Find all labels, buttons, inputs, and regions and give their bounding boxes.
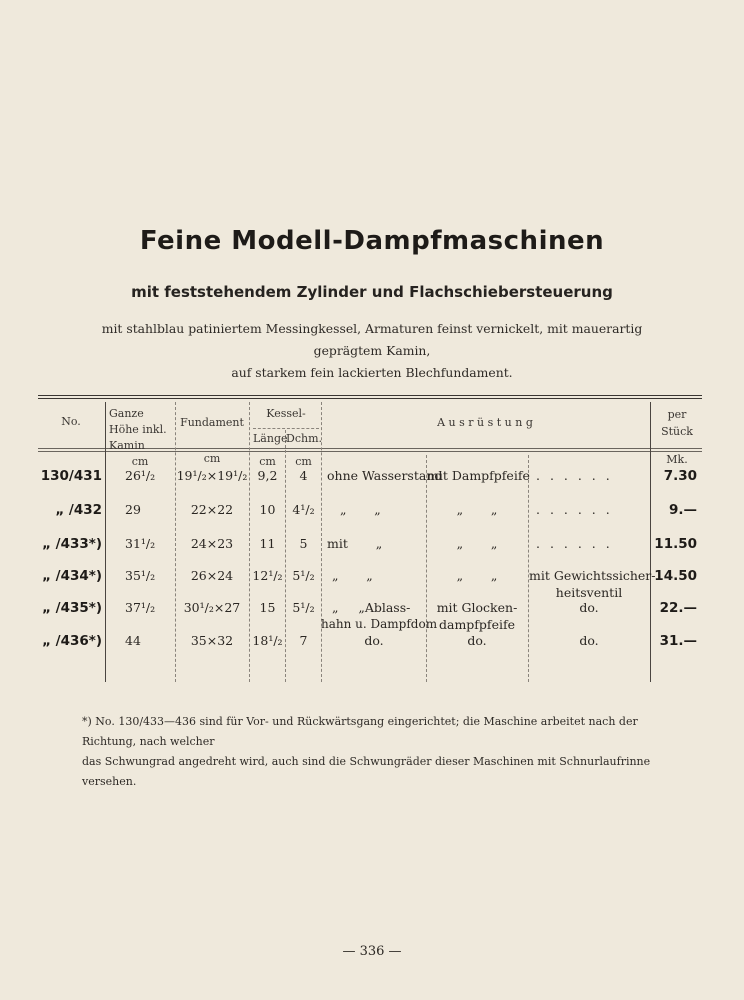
row-preis: 11.50 [654, 536, 697, 552]
table-top-rule-2 [38, 398, 702, 399]
row-ausruestung-1: „ „Ablass- [332, 600, 411, 615]
row-ausruestung-2: „ „ [456, 536, 498, 551]
col-divider-1 [105, 402, 106, 682]
footnote-line-1: *) No. 130/433—436 sind für Vor- und Rückwärtsgang eingerichtet; die Maschine arbeitet nach der Richtung, nach welcher [82, 715, 638, 748]
row-no: „ /432 [55, 502, 102, 518]
row-fundament: 22×22 [190, 502, 234, 517]
header-kessel: Kessel- [266, 407, 306, 420]
table-top-rule [38, 395, 702, 396]
row-ausruestung-1: ohne Wasserstand [327, 468, 443, 483]
kessel-sub-rule [253, 428, 319, 429]
row-ausruestung-2: mit Glocken- [436, 600, 518, 615]
page-subtitle: mit feststehendem Zylinder und Flachschiebersteuerung [131, 283, 613, 301]
unit-dchm: cm [295, 455, 312, 468]
row-fundament: 24×23 [190, 536, 234, 551]
row-ausruestung-3: . . . . . . [536, 502, 613, 517]
row-no: 130/431 [40, 468, 102, 484]
header-dchm: Dchm. [286, 432, 322, 445]
row-dchm: 5¹/₂ [292, 600, 315, 615]
row-no: „ /435*) [42, 600, 102, 616]
row-dchm: 5¹/₂ [292, 568, 315, 583]
page-number: — 336 — [342, 944, 402, 959]
unit-preis: Mk. [666, 453, 688, 466]
row-hoehe: 31¹/₂ [125, 536, 156, 551]
row-ausruestung-1: do. [364, 633, 384, 648]
row-laenge: 9,2 [257, 468, 278, 483]
row-preis: 14.50 [654, 568, 697, 584]
row-ausruestung-2: „ „ [456, 568, 498, 583]
row-laenge: 10 [259, 502, 276, 517]
unit-hoehe: cm [131, 455, 149, 468]
row-no: „ /436*) [42, 633, 102, 649]
footnote [82, 712, 678, 792]
row-laenge: 18¹/₂ [252, 633, 283, 648]
row-ausruestung-3: mit Gewichtssicher- [529, 568, 656, 583]
row-preis: 31.— [659, 633, 697, 649]
row-preis: 22.— [659, 600, 697, 616]
row-ausruestung-2: „ „ [456, 502, 498, 517]
row-ausruestung-3: . . . . . . [536, 536, 613, 551]
row-dchm: 4 [299, 468, 308, 483]
row-ausruestung-1: „ „ [332, 568, 373, 583]
row-laenge: 15 [259, 600, 276, 615]
row-hoehe: 26¹/₂ [125, 468, 156, 483]
row-ausruestung-2: mit Dampfpfeife [427, 468, 530, 483]
row-preis: 7.30 [663, 468, 697, 484]
row-fundament: 19¹/₂×19¹/₂ [176, 468, 248, 483]
row-dchm: 5 [299, 536, 308, 551]
header-hoehe: Ganze Höhe inkl. Kamin [109, 407, 167, 452]
row-hoehe: 37¹/₂ [125, 600, 156, 615]
row-preis: 9.— [668, 502, 697, 518]
header-laenge: Länge [253, 432, 288, 445]
header-stueck: Stück [661, 425, 693, 438]
unit-laenge: cm [259, 455, 276, 468]
intro-line-1: mit stahlblau patiniertem Messingkessel, Armaturen feinst vernickelt, mit mauerartig geprägtem Kamin, [101, 321, 643, 358]
row-ausruestung-2: do. [467, 633, 487, 648]
row-no: „ /433*) [42, 536, 102, 552]
row-dchm: 7 [299, 633, 308, 648]
row-ausruestung-3: do. [579, 633, 599, 648]
row-ausruestung-3b: heitsventil [555, 585, 623, 600]
row-hoehe: 44 [125, 633, 141, 648]
row-hoehe: 35¹/₂ [125, 568, 156, 583]
row-dchm: 4¹/₂ [292, 502, 315, 517]
row-fundament: 26×24 [190, 568, 234, 583]
page-title: Feine Modell-Dampfmaschinen [139, 226, 605, 256]
header-fundament: Fundament [180, 416, 244, 429]
row-fundament: 35×32 [190, 633, 234, 648]
intro-line-2: auf starkem fein lackierten Blechfundament. [231, 365, 513, 380]
row-laenge: 12¹/₂ [252, 568, 283, 583]
row-fundament: 30¹/₂×27 [183, 600, 241, 615]
row-laenge: 11 [259, 536, 276, 551]
footnote-line-2: das Schwungrad angedreht wird, auch sind die Schwungräder dieser Maschinen mit Schnurlaufrinne versehen. [82, 755, 651, 788]
row-no: „ /434*) [42, 568, 102, 584]
row-hoehe: 29 [125, 502, 141, 517]
row-ausruestung-3: do. [579, 600, 599, 615]
row-ausruestung-1: „ „ [340, 502, 381, 517]
row-ausruestung-2b: dampfpfeife [439, 617, 515, 632]
row-ausruestung-3: . . . . . . [536, 468, 613, 483]
unit-fundament: cm [203, 452, 221, 465]
header-no: No. [61, 415, 81, 428]
row-ausruestung-1b: hahn u. Dampfdom [321, 617, 438, 631]
header-ausruestung: A u s r ü s t u n g [437, 416, 533, 429]
intro-text [70, 318, 674, 384]
header-per: per [667, 408, 687, 421]
row-ausruestung-1: mit „ [327, 536, 383, 551]
